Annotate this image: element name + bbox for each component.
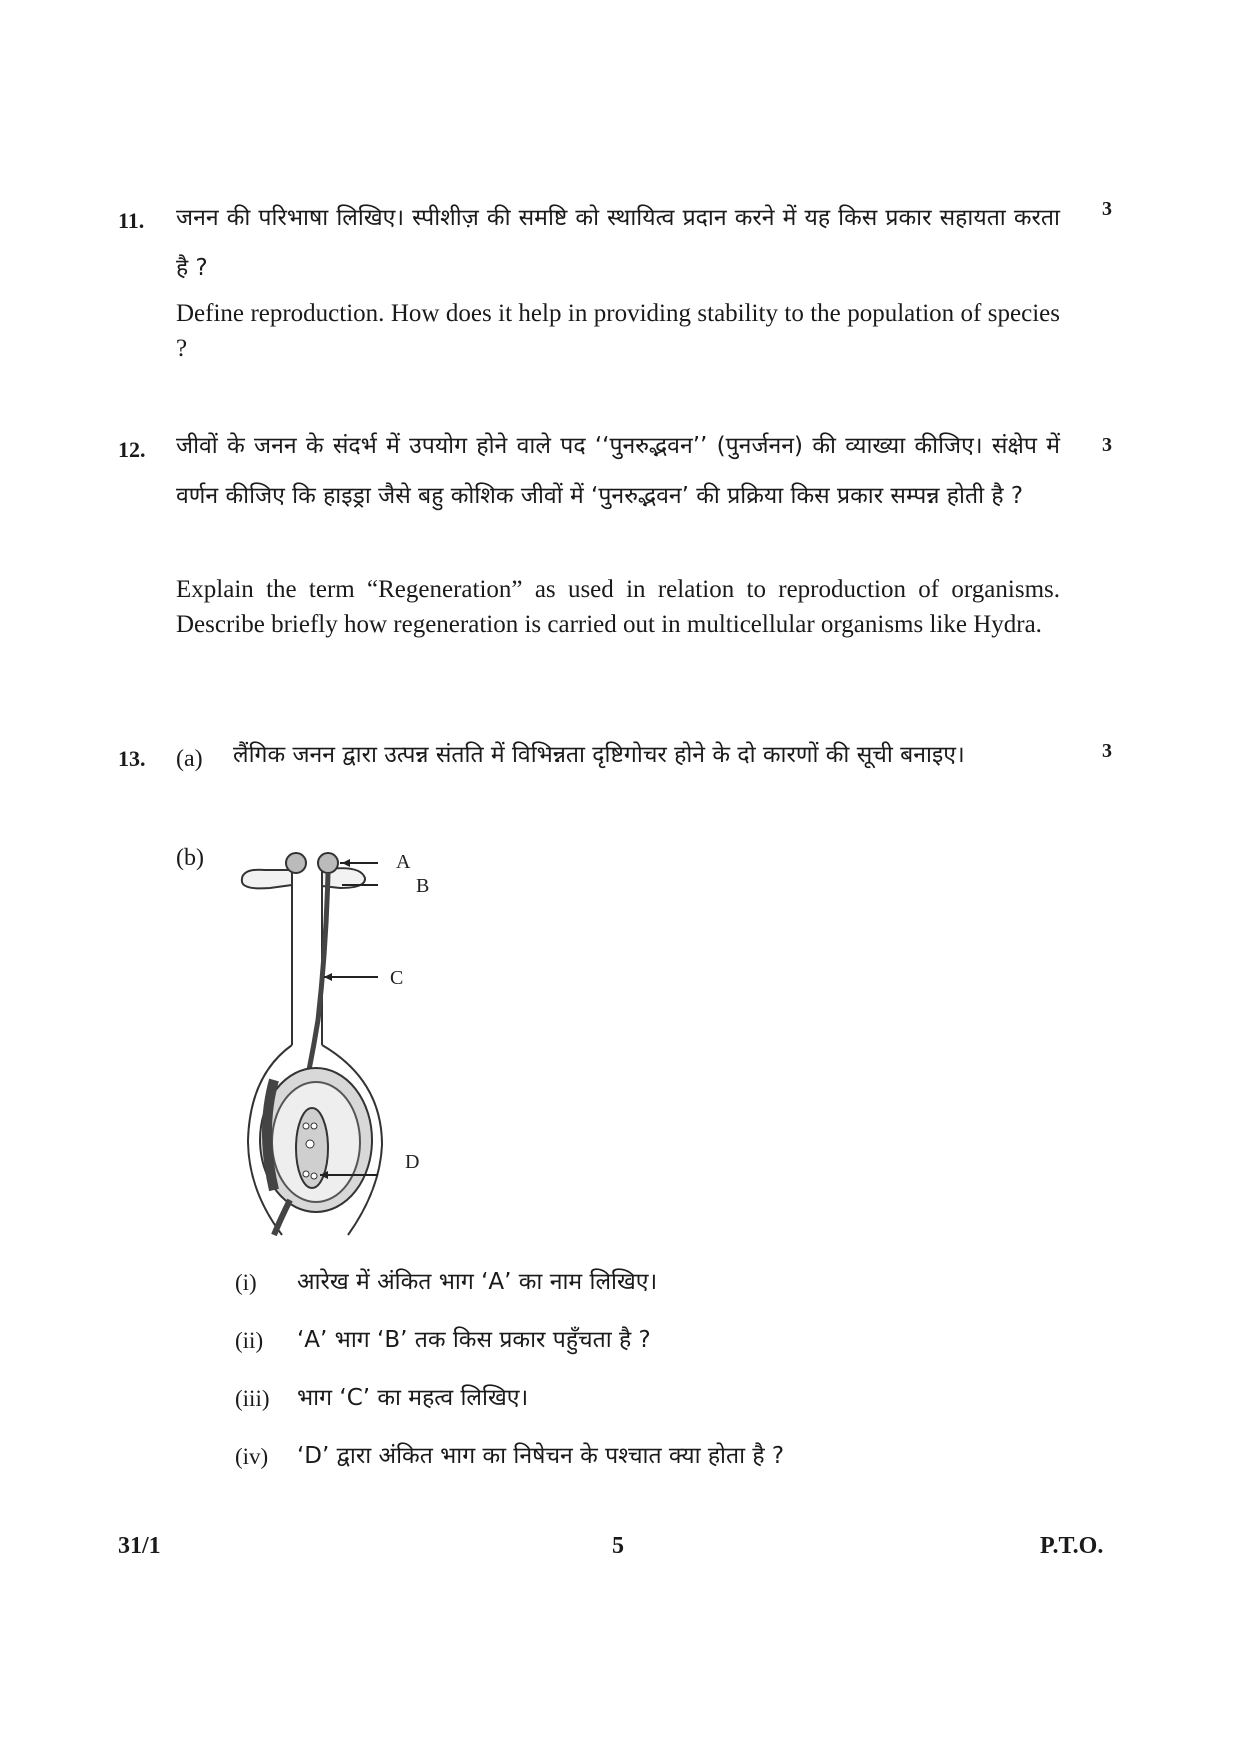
question-12-english-text: Explain the term “Regeneration” as used in relation to reproduction of organisms. Describe briefly how regeneration is carried out in multicellular organisms like Hydra. <box>176 576 1060 638</box>
question-13-part-b-label: (b) <box>176 845 204 871</box>
sub-item-label: (i) <box>235 1270 257 1295</box>
sub-item-label: (ii) <box>235 1328 264 1353</box>
question-13-sub-item-ii <box>235 1322 955 1362</box>
question-13-sub-item-iii <box>235 1380 955 1420</box>
question-12-hindi-text: जीवों के जनन के संदर्भ में उपयोग होने वाले पद ‘‘पुनरुद्भवन’’ (पुनर्जनन) की व्याख्या कीजिए। संक्षेप में वर्णन कीजिए कि हाइड्रा जैसे बहु कोशिक जीवों में ‘पुनरुद्भवन’ की प्रक्रिया किस प्रकार सम्पन्न होती है ? <box>176 433 1060 509</box>
diagram-label-c: C <box>390 967 404 989</box>
sub-item-text: ‘D’ द्वारा अंकित भाग का निषेचन के पश्चात क्या होता है ? <box>297 1443 785 1469</box>
question-11-marks: 3 <box>1102 198 1112 220</box>
footer-page-number: 5 <box>612 1533 624 1559</box>
pistil-diagram <box>230 830 470 1240</box>
question-13-sub-item-iv <box>235 1438 955 1478</box>
question-13-part-a-label: (a) <box>176 746 203 772</box>
question-13-part-a-hindi-text: लैंगिक जनन द्वारा उत्पन्न संतति में विभिन्नता दृष्टिगोचर होने के दो कारणों की सूची बनाइए। <box>233 742 965 768</box>
question-13-marks: 3 <box>1102 740 1112 762</box>
question-13-sub-item-i <box>235 1264 955 1304</box>
sub-item-text: आरेख में अंकित भाग ‘A’ का नाम लिखिए। <box>297 1269 658 1295</box>
sub-item-label: (iii) <box>235 1386 270 1411</box>
footer-paper-code: 31/1 <box>118 1533 161 1559</box>
diagram-label-b: B <box>416 875 430 897</box>
footer-pto: P.T.O. <box>1040 1533 1104 1559</box>
sub-item-text: भाग ‘C’ का महत्व लिखिए। <box>297 1385 529 1411</box>
sub-item-label: (iv) <box>235 1444 269 1469</box>
sub-item-text: ‘A’ भाग ‘B’ तक किस प्रकार पहुँचता है ? <box>297 1327 651 1353</box>
diagram-label-a: A <box>396 851 411 873</box>
question-11-english-text: Define reproduction. How does it help in providing stability to the population of species ? <box>176 300 1060 362</box>
diagram-label-d: D <box>405 1151 420 1173</box>
question-11-hindi-text: जनन की परिभाषा लिखिए। स्पीशीज़ की समष्टि को स्थायित्व प्रदान करने में यह किस प्रकार सहायता करता है ? <box>176 205 1060 281</box>
question-12-number: 12. <box>118 437 146 462</box>
question-13-number: 13. <box>118 746 146 771</box>
question-12-marks: 3 <box>1102 434 1112 456</box>
question-11-number: 11. <box>118 208 145 233</box>
